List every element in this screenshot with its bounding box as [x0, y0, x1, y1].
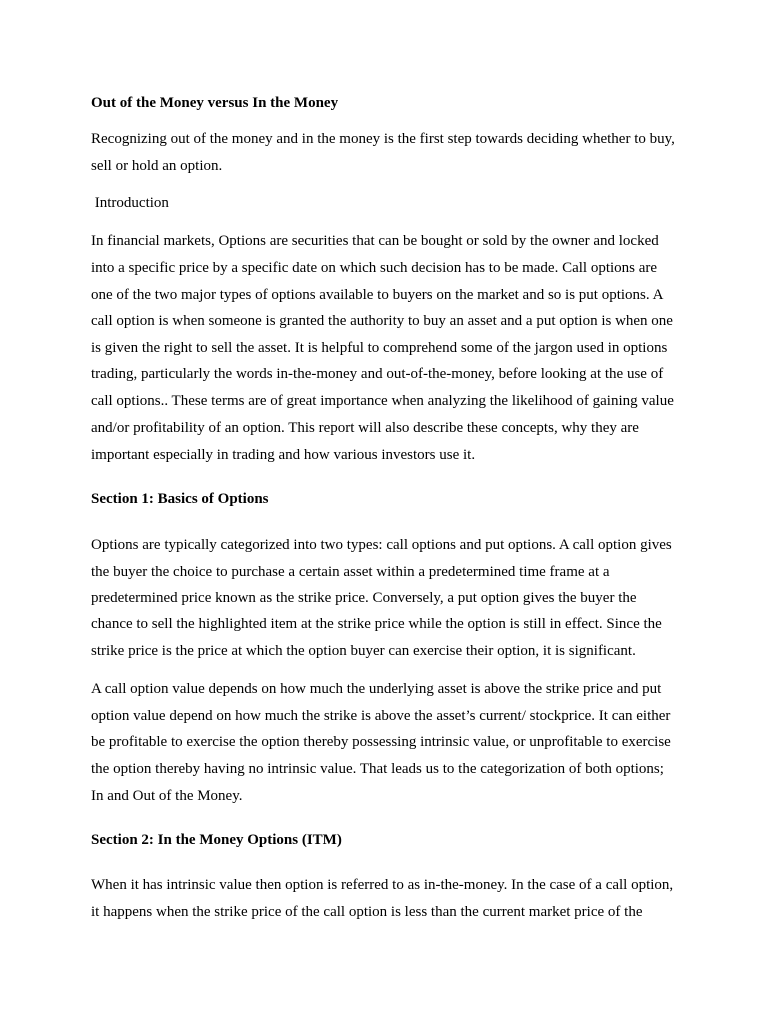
section1-p1-line: the buyer the choice to purchase a certain asset within a predetermined time frame at a [91, 564, 610, 580]
intro-line: one of the two major types of options available to buyers on the market and so is put options. A [91, 287, 664, 303]
section1-p2-line: be profitable to exercise the option thereby possessing intrinsic value, or unprofitable to exercise [91, 734, 671, 750]
intro-line: In financial markets, Options are securities that can be bought or sold by the owner and locked [91, 233, 659, 249]
document-title: Out of the Money versus In the Money [91, 95, 339, 111]
intro-line: and/or profitability of an option. This report will also describe these concepts, why they are [91, 420, 639, 436]
intro-line: important especially in trading and how various investors use it. [91, 447, 476, 463]
section1-p1-line: predetermined price known as the strike price. Conversely, a put option gives the buyer the [91, 590, 637, 606]
introduction-heading: Introduction [91, 195, 169, 211]
section2-heading: Section 2: In the Money Options (ITM) [91, 832, 342, 848]
section1-p2-line: option value depend on how much the strike is above the asset’s current/ stockprice. It can either [91, 708, 671, 724]
section1-p1-line: Options are typically categorized into two types: call options and put options. A call option gives [91, 537, 672, 553]
lead-line: sell or hold an option. [91, 158, 223, 174]
section1-heading: Section 1: Basics of Options [91, 491, 269, 507]
section1-p2-line: In and Out of the Money. [91, 788, 243, 804]
intro-line: is given the right to sell the asset. It is helpful to comprehend some of the jargon used in options [91, 340, 668, 356]
section2-p1-line: it happens when the strike price of the call option is less than the current market price of the [91, 904, 643, 920]
section1-p1-line: strike price is the price at which the option buyer can exercise their option, it is significant. [91, 643, 636, 659]
section2-p1-line: When it has intrinsic value then option is referred to as in-the-money. In the case of a call option, [91, 877, 674, 893]
intro-line: call option is when someone is granted the authority to buy an asset and a put option is when one [91, 313, 673, 329]
intro-line: call options.. These terms are of great importance when analyzing the likelihood of gaining value [91, 393, 674, 409]
lead-line: Recognizing out of the money and in the money is the first step towards deciding whether to buy, [91, 131, 675, 147]
section1-p2-line: the option thereby having no intrinsic value. That leads us to the categorization of both options; [91, 761, 664, 777]
intro-line: into a specific price by a specific date on which such decision has to be made. Call options are [91, 260, 658, 276]
section1-p2-line: A call option value depends on how much the underlying asset is above the strike price and put [91, 681, 662, 697]
section1-p1-line: chance to sell the highlighted item at the strike price while the option is still in effect. Since the [91, 616, 662, 632]
intro-line: trading, particularly the words in-the-money and out-of-the-money, before looking at the use of [91, 366, 664, 382]
